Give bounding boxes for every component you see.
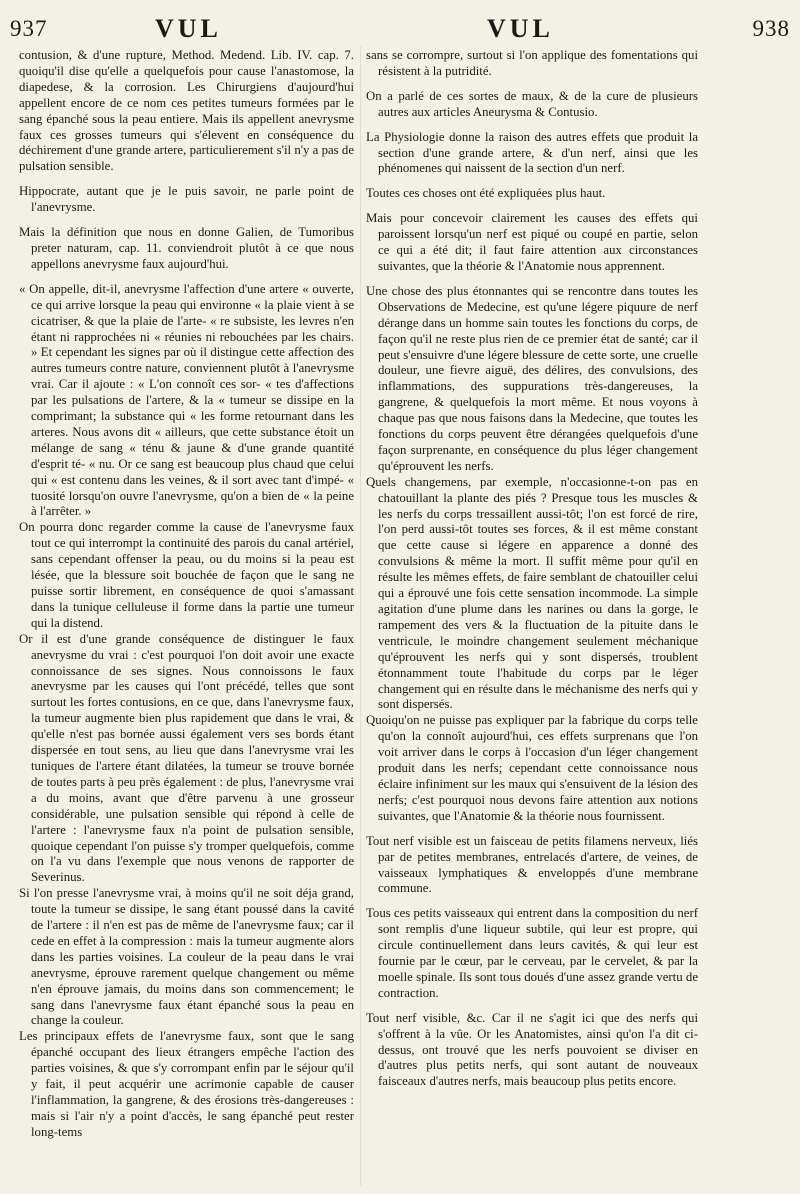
page-number-right: 938	[752, 16, 790, 41]
running-head	[0, 6, 800, 42]
paragraph: La Physiologie donne la raison des autres effets que produit la section d'une grande artere, & d'un nerf, ainsi que les phénomenes qui naissent de la section d'un nerf.	[366, 129, 698, 176]
left-column	[19, 48, 354, 1188]
paragraph: Tout nerf visible est un faisceau de petits filamens nerveux, liés par de petites membranes, entrelacés d'artere, de veines, de vaisseaux lymphatiques & enveloppés d'une membrane commune.	[366, 833, 698, 896]
right-column	[366, 48, 698, 1188]
paragraph: Une chose des plus étonnantes qui se rencontre dans toutes les Observations de Medecine, est qu'une légere piquure de nerf dérange dans un homme sain toutes les fonctions du corps, de façon qu'il ne reste plus rien de ce premier état de santé; car il peut s'ensuivre d'une légere blessure de cette sorte, une cruelle douleur, une fievre aiguë, des délires, des convulsions, des inflammations, des suppurations très-dangereuses, la gangrene, & quelquefois la mort même. Et nous voyons à chaque pas que nous faisons dans la Medecine, que toutes les fonctions du corps peuvent être dérangées quelquefois d'une façon surprenante, en conséquence du plus léger changement qu'éprouvent les nerfs.	[366, 283, 698, 473]
paragraph: Or il est d'une grande conséquence de distinguer le faux anevrysme du vrai : c'est pourquoi l'on doit avoir une exacte connoissance de ses signes. Nous connoissons le faux anevrysme par les causes qui l'ont précédé, telles que sont surtout les fortes contusions, en ce que, dans l'anevrysme faux, la tumeur augmente bien plus rapidement que dans le vrai, & qu'elle n'est pas bornée aussi également vers ses bords étant dispersée en tout sens, au lieu que dans l'anevrysme vrai les tuniques de l'artere étant dilatées, la tumeur se trouve bornée de toutes parts à peu près également : de plus, l'anevrysme vrai a du moins, avant que d'être parvenu à une grosseur considérable, une pulsation sensible qui répond à celle de l'artere : l'anevrysme faux n'a point de pulsation sensible, quoique cependant l'on puisse s'y tromper quelquefois, comme on l'a vu dans l'exemple que nous venons de rapporter de Severinus.	[19, 631, 354, 885]
headword-right: VUL	[487, 14, 554, 43]
headword-left: VUL	[155, 14, 222, 43]
paragraph: Quels changemens, par exemple, n'occasionne-t-on pas en chatouillant la plante des piés ? Presque tous les muscles & les nerfs du corps tressaillent aussi-tôt; l'on est forcé de rire, l'on perd aussi-tôt toutes ses forces, & il est même constant que cette cause si légere en apparence a donné des convulsions & même la mort. Il suffit même pour qu'il en résulte les mêmes effets, de faire semblant de chatouiller celui qui a éprouvé une fois cette sensation incommode. La simple agitation d'une plume dans les narines ou dans la gorge, le rampement des vers & la fluctuation de la pituite dans le ventricule, le moindre changement seulement méchanique qu'éprouvent les nerfs qui y sont dispersés, troublent étonnamment toute l'habitude du corps par le léger changement qui en résulte dans le méchanisme des nerfs qui y sont dispersés.	[366, 474, 698, 712]
paragraph: Tous ces petits vaisseaux qui entrent dans la composition du nerf sont remplis d'une liqueur subtile, qui leur est propre, qui circule continuellement dans leurs cavités, & qui leur est fournie par le cœur, par le cerveau, par le cervelet, & par la moelle spinale. Ils sont tous doués d'une assez grande vertu de contraction.	[366, 906, 698, 1000]
paragraph: contusion, & d'une rupture, Method. Medend. Lib. IV. cap. 7. quoiqu'il dise qu'elle a quelquefois pour cause l'anastomose, la diapedese, & la corrosion. Les Chirurgiens d'aujourd'hui appellent encore de ce nom ces petites tumeurs formées par le sang épanché sous la peau entiere. Mais ils appellent anevrysme faux ces grosses tumeurs qui s'élevent en conséquence du déchirement d'une grande artere, particulierement s'il n'y a pas de pulsation sensible.	[19, 48, 354, 174]
paragraph: Si l'on presse l'anevrysme vrai, à moins qu'il ne soit déja grand, toute la tumeur se dissipe, le sang étant poussé dans la cavité de l'artere : il n'en est pas de même de l'anevrysme faux; car il cede en effet à la compression : mais la tumeur augmente alors dans les parties voisines. La couleur de la peau dans le vrai anevrysme, éprouve rarement quelque changement ou même n'en éprouve jamais, du moins dans son commencement; le sang dans l'anevrysme faux étant épanché sous la peau en change la couleur.	[19, 886, 354, 1028]
paragraph: Mais pour concevoir clairement les causes des effets qui paroissent lorsqu'un nerf est piqué ou coupé en partie, selon ce qui a été dit; il faut faire attention aux circonstances suivantes, que la théorie & l'Anatomie nous apprennent.	[366, 211, 698, 273]
paragraph: Les principaux effets de l'anevrysme faux, sont que le sang épanché occupant des lieux étrangers empêche l'action des parties voisines, & que s'y corrompant enfin par le séjour qu'il y fait, il peut acquérir une acrimonie capable de causer l'inflammation, la gangrene, & des érosions très-dangereuses : mais si l'air n'y a point d'accès, le sang épanché peut rester long-tems	[19, 1029, 354, 1139]
paragraph: Tout nerf visible, &c. Car il ne s'agit ici que des nerfs qui s'offrent à la vûe. Or les Anatomistes, ainsi qu'on l'a dit ci-dessus, ont trouvé que les nerfs pouvoient se diviser en d'autres plus petits nerfs, qui sont autant de nouveaux faisceaux d'autres nerfs, mais beaucoup plus petits encore.	[366, 1010, 698, 1089]
paragraph: « On appelle, dit-il, anevrysme l'affection d'une artere « ouverte, ce qui arrive lorsque la peau qui environne « la plaie vient à se cicatriser, & que la plaie de l'arte- « re subsiste, les levres n'en étant ni rapprochées ni « réunies ni rebouchées par les chairs. » Et cependant les signes par où il distingue cette affection des autres tumeurs contre nature, conviennent plutôt à l'anevrysme vrai. Car il ajoute : « L'on connoît ces sor- « tes d'affections par les pulsations de l'artere, & la « tumeur se dissipe en la comprimant; la substance qui « les forme retournant dans les arteres. Nous avons dit « ailleurs, que cette substance étoit un mélange de sang « ténu & jaune & d'une grande quantité d'esprit té- « nu. Or ce sang est beaucoup plus chaud que celui qui « est contenu dans les veines, & il sort avec tant d'impé- « tuosité lorsqu'on ouvre l'anevrysme, qu'on a bien de « la peine à l'arrêter. »	[19, 281, 354, 519]
page-number-left: 937	[10, 16, 48, 41]
paragraph: Mais la définition que nous en donne Galien, de Tumoribus preter naturam, cap. 11. conviendroit plutôt à ce que nous appellons anevrysme faux aujourd'hui.	[19, 225, 354, 271]
paragraph: sans se corrompre, surtout si l'on applique des fomentations qui résistent à la putridité.	[366, 48, 698, 78]
paragraph: Toutes ces choses ont été expliquées plus haut.	[366, 186, 606, 201]
paragraph: On a parlé de ces sortes de maux, & de la cure de plusieurs autres aux articles Aneurysma & Contusio.	[366, 88, 698, 119]
paragraph: On pourra donc regarder comme la cause de l'anevrysme faux tout ce qui interrompt la continuité des parois du canal artériel, sans cependant offenser la peau, ou du moins si la peau est lésée, que la blessure soit bouchée de façon que le sang ne puisse sortir librement, en conséquence de quoi s'amassant dans la tunique celluleuse il forme dans la partie une tumeur qui la distend.	[19, 520, 354, 630]
column-divider	[360, 46, 361, 1186]
paragraph: Quoiqu'on ne puisse pas expliquer par la fabrique du corps telle qu'on la connoît aujourd'hui, ces effets surprenans que l'on voit arriver dans le corps à l'occasion d'un léger changement produit dans les nerfs; cependant cette connoissance nous éclaire infiniment sur les maux qui s'ensuivent de la lésion des nerfs; c'est pourquoi nous devons faire attention aux notions suivantes, que l'Anatomie & la théorie nous fournissent.	[366, 713, 698, 823]
paragraph: Hippocrate, autant que je le puis savoir, ne parle point de l'anevrysme.	[19, 184, 354, 215]
